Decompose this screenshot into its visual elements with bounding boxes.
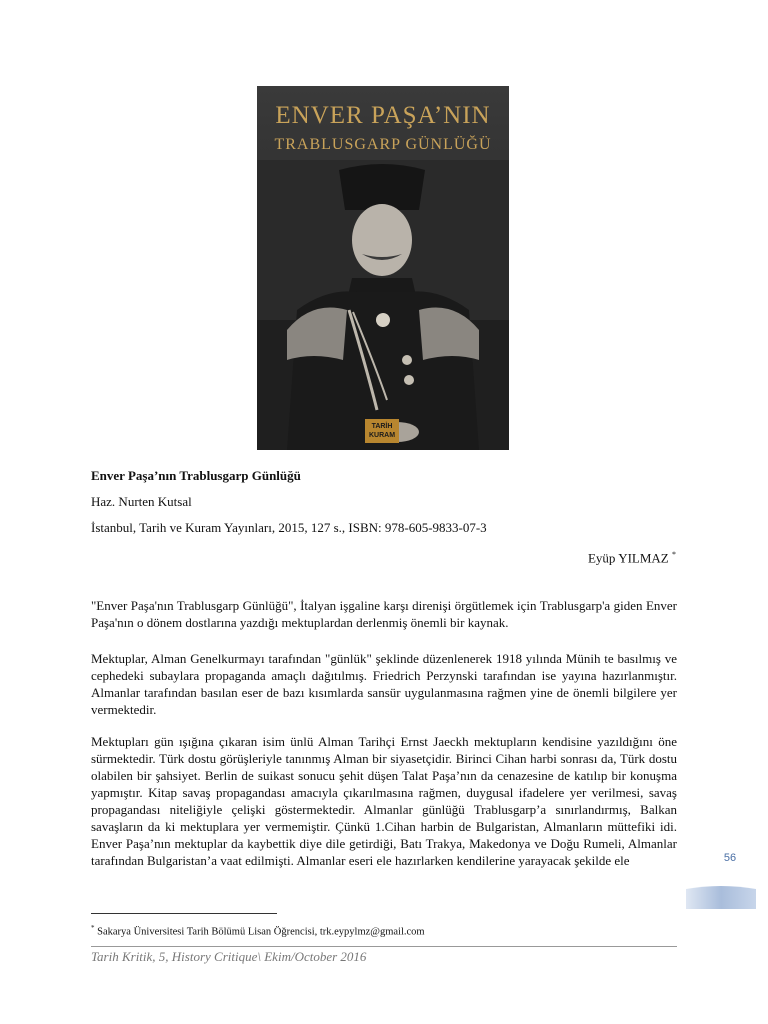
footnote-mark: * <box>91 924 95 932</box>
publisher-logo <box>365 419 399 443</box>
footer-divider <box>91 946 677 947</box>
review-author <box>588 550 676 566</box>
footnote-text: Sakarya Üniversitesi Tarih Bölümü Lisan Öğrencisi, trk.eypylmz@gmail.com <box>97 926 425 938</box>
cover-portrait-photo <box>257 160 509 450</box>
paragraph-1: "Enver Paşa'nın Trablusgarp Günlüğü", İtalyan işgaline karşı direnişi örgütlemek için Trablusgarp'a giden Enver Paşa'nın o dönem dostlarına yazdığı mektuplardan derlenmiş önemli bir kaynak. <box>91 598 677 630</box>
page-number: 56 <box>723 852 737 864</box>
publication-info: İstanbul, Tarih ve Kuram Yayınları, 2015, 127 s., ISBN: 978-605-9833-07-3 <box>91 520 487 535</box>
publisher-logo-line1: TARİH <box>371 423 393 430</box>
author-footnote-mark: * <box>672 550 676 559</box>
footnote <box>91 924 425 938</box>
paragraph-3: Mektupları gün ışığına çıkaran isim ünlü Alman Tarihçi Ernst Jaeckh mektupların kendisine yazıldığını öne sürmektedir. Türk dostu görüşleriyle tanınmış Alman bir siyasetçidir. Birinci Cihan harbi sonrası da, Türk dostu olabilen bir şahsiyet. Berlin de suikast sonucu şehit düşen Talat Paşa’nın da cenazesine de katılıp bir konuşma yapmıştır. Kitap savaş propagandası amacıyla çıkarılmasına rağmen, duygusal ifadelere yer verilmesi, savaş propagandası niteliğiyle çelişki göstermektedir. Almanlar günlüğü Trablusgarp’a sınırlandırmış, Balkan savaşların da ki mektuplara yer vermemiştir. Çünkü 1.Cihan harbin de Bulgaristan, Almanların müttefiki idi. Enver Paşa’nın mektuplar da kaybettik diye dile getirdiği, Batı Trakya, Makedonya ve Doğu Rumeli, Almanlar tarafından Bulgaristan’a vaat edilmişti. Almanlar eseri ele hazırlarken kendilerine yarayacak şekilde ele <box>91 734 677 868</box>
book-title: Enver Paşa’nın Trablusgarp Günlüğü <box>91 468 301 483</box>
book-cover <box>257 86 509 450</box>
publisher-logo-line2: KURAM <box>368 432 396 439</box>
paragraph-2: Mektuplar, Alman Genelkurmayı tarafından "günlük" şeklinde düzenlenerek 1918 yılında Münih te basılmış ve cephedeki subaylara propaganda amaçlı dağıtılmış. Friedrich Perzynski tarafından ise yayına hazırlanmıştır. Almanlar tarafından basılan eser de bazı kısımlarda sansür uygulanmasına rağmen yine de önemli bilgilere yer vermektedir. <box>91 651 677 717</box>
footnote-divider <box>91 913 277 914</box>
journal-footer: Tarih Kritik, 5, History Critique\ Ekim/October 2016 <box>91 949 367 964</box>
book-editor: Haz. Nurten Kutsal <box>91 494 192 509</box>
cover-title-line1: ENVER PAŞA’NIN <box>275 102 491 129</box>
author-name: Eyüp YILMAZ <box>587 550 669 566</box>
page-tab-decoration <box>686 885 756 909</box>
cover-title-line2: TRABLUSGARP GÜNLÜĞÜ <box>274 136 492 153</box>
